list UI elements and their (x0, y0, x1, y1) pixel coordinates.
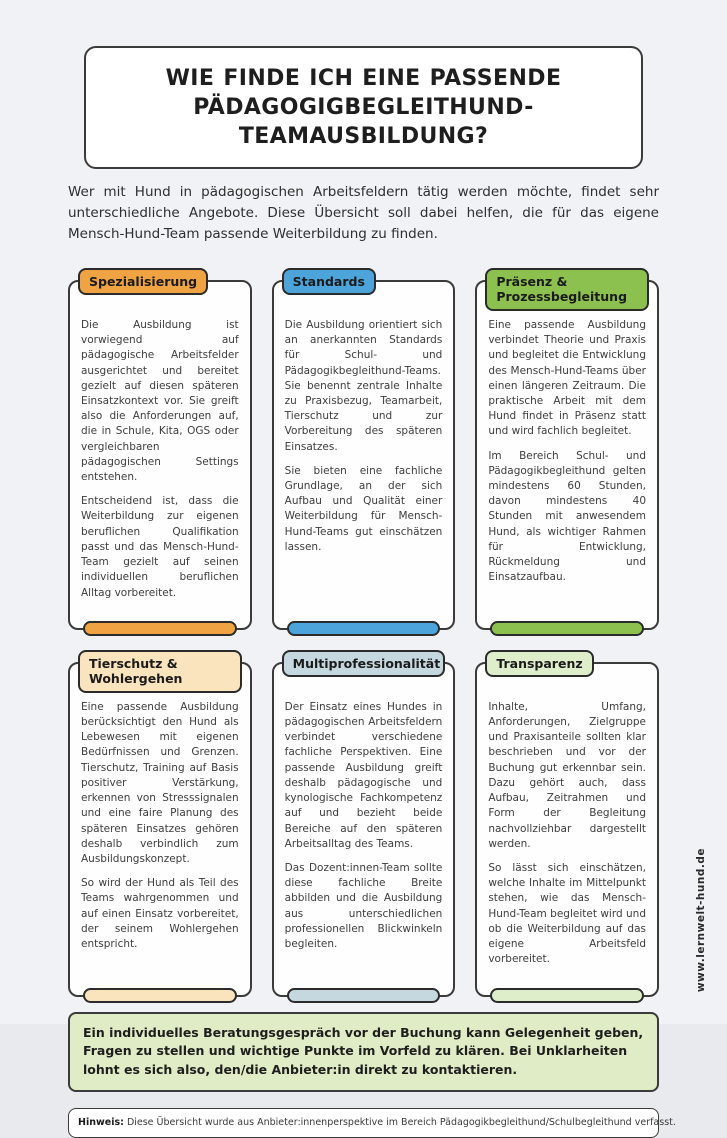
card-paragraph: Im Bereich Schul- und Pädagogikbegleithund gelten mindestens 60 Stunden, davon mindestens 40 Stunden mit anwesendem Hund, als wichtiger Rahmen für Entwicklung, Rückmeldung und Einsatzaufbau. (488, 449, 646, 584)
card-paragraph: Sie bieten eine fachliche Grundlage, an der sich Aufbau und Qualität einer Weiterbildung für Mensch-Hund-Teams gut einschätzen lassen. (284, 464, 443, 553)
card-title: Tierschutz & Wohlergehen (89, 655, 183, 687)
card-bottom-bar (287, 988, 441, 1003)
card-bottom-bar (490, 621, 644, 636)
card-title: Transparenz (496, 655, 583, 671)
card-standards (272, 273, 456, 630)
callout-box (68, 1012, 659, 1092)
cards-grid (68, 273, 659, 997)
note-body: Diese Übersicht wurde aus Anbieter:innenperspektive im Bereich Pädagogikbegleithund/Schulbegleithund verfasst. (126, 1116, 676, 1128)
card-bottom-bar (287, 621, 441, 636)
card-tab-spezialisierung (78, 268, 208, 296)
card-praesenz-prozessbegleitung (475, 273, 659, 630)
card-paragraph: Der Einsatz eines Hundes in pädagogischen Arbeitsfeldern verbindet verschiedene fachliche Perspektiven. Eine passende Ausbildung greift deshalb pädagogische und kynologische Fachkompetenz auf und bezieht beide Bereiche auf den späteren Arbeitsalltag des Teams. (284, 700, 443, 850)
card-paragraph: Entscheidend ist, dass die Weiterbildung zur eigenen beruflichen Qualifikation passt und das Mensch-Hund-Team gezielt auf seinen individuellen beruflichen Alltag vorbereitet. (81, 495, 239, 599)
card-paragraph: Die Ausbildung ist vorwiegend auf pädagogische Arbeitsfelder ausgerichtet und bereitet gezielt auf diesen späteren Einsatzkontext vor. Sie greift also die Anforderungen auf, die in Schule, Kita, OGS oder vergleichbaren pädagogischen Settings entstehen. (81, 318, 239, 484)
card-tierschutz-wohlergehen (68, 655, 252, 997)
card-bottom-bar (490, 988, 644, 1003)
title-box (84, 46, 643, 169)
website-url: www.lernwelt-hund.de (695, 847, 707, 992)
card-paragraph: Eine passende Ausbildung verbindet Theorie und Praxis und begleitet die Entwicklung des Mensch-Hund-Teams über einen längeren Zeitraum. Die praktische Arbeit mit dem Hund findet in Präsenz statt und wird fachlich begleitet. (488, 318, 646, 438)
callout-text: Ein individuelles Beratungsgespräch vor der Buchung kann Gelegenheit geben, Fragen zu stellen und wichtige Punkte im Vorfeld zu klären. Bei Unklarheiten lohnt es sich also, den/die Anbieter:in direkt zu kontaktieren. (83, 1024, 644, 1078)
card-paragraph: Das Dozent:innen-Team sollte diese fachliche Breite abbilden und die Ausbildung aus unterschiedlichen professionellen Blickwinkeln begleiten. (284, 861, 443, 951)
card-title: Multiprofessionalität (292, 655, 441, 671)
card-tab-praesenz-prozessbegleitung (485, 268, 649, 311)
intro-text: Wer mit Hund in pädagogischen Arbeitsfeldern tätig werden möchte, findet sehr unterschiedliche Angebote. Diese Übersicht soll dabei helfen, die für das eigene Mensch-Hund-Team passende Weiterbildung zu finden. (68, 184, 659, 242)
card-tab-transparenz (485, 650, 593, 678)
card-transparenz (475, 655, 659, 997)
card-paragraph: Eine passende Ausbildung berücksichtigt den Hund als Lebewesen mit eigenen Bedürfnissen und Grenzen. Tierschutz, Training auf Basis positiver Verstärkung, erkennen von Stresssignalen und eine faire Planung des späteren Einsatzes gehören deshalb verbindlich zum Ausbildungskonzept. (81, 700, 239, 865)
note-text (78, 1116, 676, 1129)
note-box (68, 1108, 676, 1138)
card-title: Präsenz & Prozessbegleitung (496, 273, 628, 305)
card-title: Standards (292, 273, 365, 289)
note-label: Hinweis: (78, 1116, 124, 1128)
card-paragraph: Die Ausbildung orientiert sich an anerkannten Standards für Schul- und Pädagogikbegleithund-Teams. Sie benennt zentrale Inhalte zu Praxisbezug, Teamarbeit, Tierschutz und zur Vorbereitung des späteren Einsatzes. (284, 318, 443, 453)
card-multiprofessionalitaet (272, 655, 456, 997)
page-title: WIE FINDE ICH EINE PASSENDE PÄDAGOGIGBEGLEITHUND-TEAMAUSBILDUNG? (165, 66, 562, 150)
card-spezialisierung (68, 273, 252, 630)
card-paragraph: So lässt sich einschätzen, welche Inhalte im Mittelpunkt stehen, wie das Mensch-Hund-Team begleitet wird und ob die Weiterbildung auf das eigene Arbeitsfeld vorbereitet. (488, 861, 646, 966)
card-paragraph: So wird der Hund als Teil des Teams wahrgenommen und auf einen Einsatz vorbereitet, der seinem Wohlergehen entspricht. (81, 877, 239, 951)
card-tab-standards (282, 268, 376, 296)
card-title: Spezialisierung (89, 273, 198, 289)
card-paragraph: Inhalte, Umfang, Anforderungen, Zielgruppe und Praxisanteile sollten klar beschrieben und vor der Buchung gut erkennbar sein. Dazu gehört auch, dass Aufbau, Zeitrahmen und Form der Begleitung nachvollziehbar dargestellt werden. (488, 700, 646, 850)
card-tab-multiprofessionalitaet (282, 650, 446, 678)
card-tab-tierschutz-wohlergehen (78, 650, 242, 693)
card-bottom-bar (83, 988, 237, 1003)
card-bottom-bar (83, 621, 237, 636)
